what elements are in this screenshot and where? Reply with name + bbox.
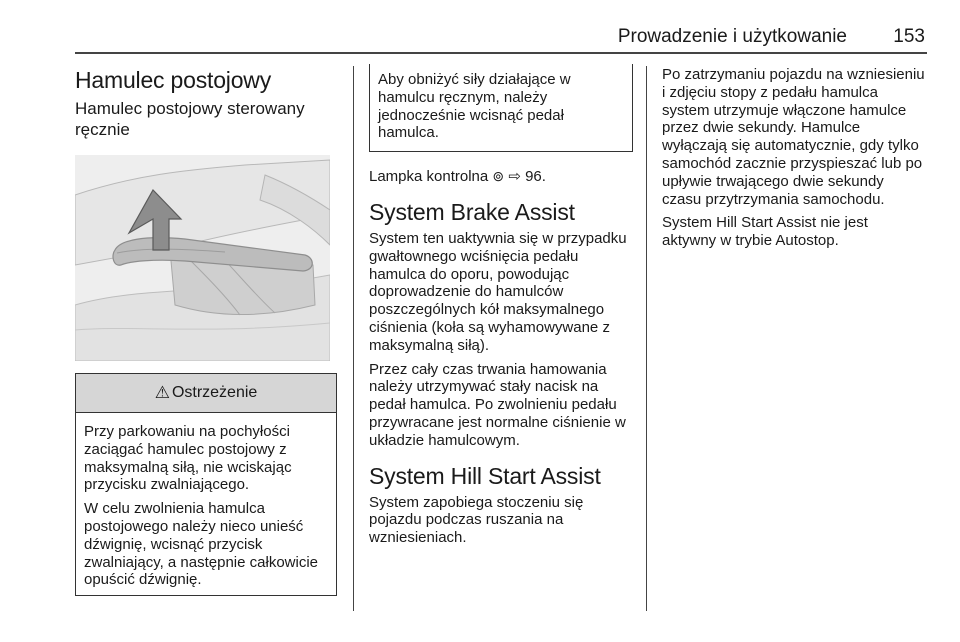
column-divider bbox=[646, 66, 647, 611]
hsa-paragraph: System Hill Start Assist nie jest aktywny w trybie Autostop. bbox=[662, 214, 868, 250]
note-text: Aby obniżyć siły działające w hamulcu ręcznym, należy jednocześnie wcisnąć pedał hamulca. bbox=[378, 71, 571, 142]
header-rule bbox=[75, 52, 927, 54]
warning-heading bbox=[76, 373, 336, 413]
page-header bbox=[75, 20, 927, 54]
sub-title: Hamulec postojowy sterowany ręcznie bbox=[75, 99, 305, 139]
brake-lamp-icon: ⊚ bbox=[492, 168, 505, 185]
column-3 bbox=[662, 66, 926, 256]
lamp-reference bbox=[369, 168, 633, 186]
handbrake-drawing bbox=[75, 155, 330, 361]
column-2 bbox=[369, 66, 633, 553]
sba-paragraph: System ten uaktywnia się w przypadku gwałtownego wciśnięcia pedału hamulca do oporu, powodując doprowadzenie do hamulców poszczególnych kół maksymalnego ciśnienia (koła są wyhamowywane z maksymalną siłą). bbox=[369, 229, 627, 354]
warning-box bbox=[75, 373, 337, 596]
hsa-title: System Hill Start Assist bbox=[369, 462, 601, 489]
warning-paragraph: W celu zwolnienia hamulca postojowego należy nieco unieść dźwignię, wcisnąć przycisk zwalniający, a następnie całkowicie opuścić dźwignię. bbox=[84, 500, 319, 589]
sba-title: System Brake Assist bbox=[369, 198, 575, 225]
column-divider bbox=[353, 66, 354, 611]
warning-paragraph: Przy parkowaniu na pochyłości zaciągać hamulec postojowy z maksymalną siłą, nie wciskając przycisku zwalniającego. bbox=[84, 423, 292, 494]
page-number: 153 bbox=[893, 26, 925, 47]
section-title: Hamulec postojowy bbox=[75, 67, 272, 93]
page-ref-arrow-icon: ⇨ bbox=[508, 168, 521, 186]
warning-heading-text: Ostrzeżenie bbox=[171, 384, 258, 401]
lamp-label: Lampka kontrolna bbox=[369, 168, 489, 186]
column-1 bbox=[75, 66, 339, 596]
note-box bbox=[369, 64, 633, 152]
warning-body bbox=[76, 413, 336, 589]
hsa-paragraph: System zapobiega stoczeniu się pojazdu podczas ruszania na wzniesieniach. bbox=[369, 493, 584, 547]
handbrake-illustration bbox=[75, 155, 330, 361]
warning-triangle-icon: ⚠ bbox=[154, 383, 170, 402]
hsa-paragraph: Po zatrzymaniu pojazdu na wzniesieniu i zdjęciu stopy z pedału hamulca system utrzymuje włączone hamulce przez dwie sekundy. Hamulce wyłączają się automatycznie, gdy tylko samochód zacznie przyspieszać lub po upływie trwającego dwie sekundy czasu przytrzymania samochodu. bbox=[662, 66, 925, 208]
sba-paragraph: Przez cały czas trwania hamowania należy utrzymywać stały nacisk na pedał hamulca. Po zwolnieniu pedału przywracane jest normalne ciśnienie w układzie hamulcowym. bbox=[369, 360, 626, 449]
header-title: Prowadzenie i użytkowanie bbox=[617, 26, 847, 47]
lamp-page-ref[interactable]: 96. bbox=[525, 168, 546, 186]
